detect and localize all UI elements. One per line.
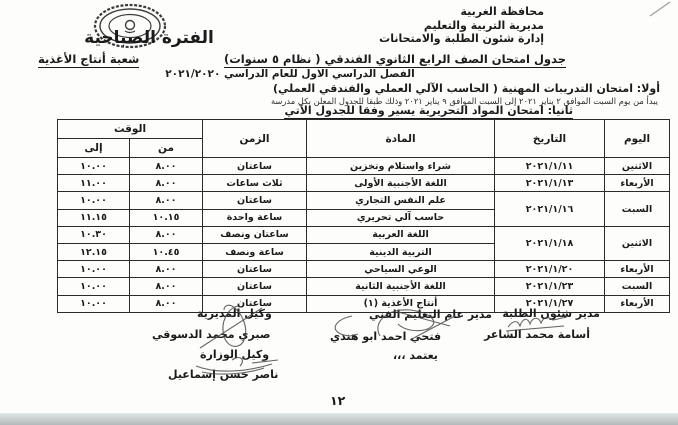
subject-cell: التربية الدينية [307,243,495,260]
time-from-cell: ٨.٠٠ [130,175,203,192]
col-header-from: من [130,139,203,158]
col-header-date: التاريخ [495,120,605,158]
subject-cell: شراء واستلام وتخزين [307,158,495,175]
day-cell: الاثنين [605,158,670,175]
subject-cell: اللغة الأجنبية الثانية [307,278,495,295]
subject-cell: أنتاج الأغذية (١) [307,295,495,312]
time-to-cell: ١٠.٠٠ [58,261,130,278]
subject-cell: اللغة الأجنبية الأولى [307,175,495,192]
time-to-cell: ١٠.٠٠ [58,295,130,312]
time-from-cell: ٨.٠٠ [130,295,203,312]
second-section-heading: ثانيا: امتحان المواد التحريرية يسير وفقا للجدول الآتي [284,104,573,117]
table-row [58,261,670,278]
technical-education-name: فتحي احمد ابو هندي [330,330,442,343]
table-row [58,226,670,243]
date-cell: ٢٠٢١/١/١٣ [495,175,605,192]
time-from-cell: ٨.٠٠ [130,226,203,243]
time-to-cell: ١٠.٠٠ [58,192,130,209]
schedule-title-row [38,52,566,68]
first-section-note: يبدأ من يوم السبت الموافق ٢ يناير ٢٠٢١ إلى السبت الموافق ٩ يناير ٢٠٢١ وذلك طبقا للجدول المعلن بكل مدرسة [270,96,658,106]
col-header-to: إلى [58,139,130,158]
date-cell: ٢٠٢١/١/١٦ [495,192,605,226]
period-label: الفترة الصباحية [84,28,214,48]
duration-cell: ساعتان [203,261,307,278]
col-header-duration: الزمن [203,120,307,158]
duration-cell: ساعتان [203,295,307,312]
date-cell: ٢٠٢١/١/٢٠ [495,261,605,278]
date-cell: ٢٠٢١/١/١١ [495,158,605,175]
day-cell: الاثنين [605,226,670,260]
directorate-line: مديرية التربية والتعليم [423,18,544,32]
day-cell: السبت [605,278,670,295]
table-row [58,192,670,209]
time-from-cell: ٨.٠٠ [130,192,203,209]
date-cell: ٢٠٢١/١/١٨ [495,226,605,260]
first-section-heading: أولا: امتحان التدريبات المهنية ( الحاسب الآلي العملي والفندقي العملي) [273,82,660,95]
time-from-cell: ١٠.١٥ [130,209,203,226]
schedule-title: جدول امتحان الصف الرابع الثانوي الفندقي ( نظام ٥ سنوات) [224,52,566,66]
table-row [58,278,670,295]
scan-edge-strip [0,413,678,425]
subject-cell: الوعي السياحي [307,261,495,278]
time-to-cell: ١٠.٣٠ [58,226,130,243]
subject-cell: حاسب آلي تحريري [307,209,495,226]
time-from-cell: ٨.٠٠ [130,278,203,295]
time-to-cell: ١٠.٠٠ [58,278,130,295]
exam-table-body [58,158,670,313]
directorate-deputy-title: وكيل المديرية [197,307,272,320]
duration-cell: ساعتان [203,192,307,209]
duration-cell: ثلاث ساعات [203,175,307,192]
page-number: ١٢ [330,393,346,408]
directorate-deputy-name: صبري محمد الدسوقي [152,328,271,341]
subject-cell: علم النفس التجاري [307,192,495,209]
term-line: الفصل الدراسي الاول للعام الدراسي ٢٠٢١/٢٠٢٠ [165,68,415,80]
duration-cell: ساعة واحدة [203,209,307,226]
day-cell: الأربعاء [605,295,670,312]
duration-cell: ساعتان ونصف [203,226,307,243]
ministry-deputy-title: وكيل الوزارة [200,348,270,361]
table-row [58,175,670,192]
time-to-cell: ١٠.٠٠ [58,158,130,175]
student-affairs-title: مدير شئون الطلبة [502,307,600,320]
col-header-day: اليوم [605,120,670,158]
time-to-cell: ١٢.١٥ [58,243,130,260]
time-from-cell: ٨.٠٠ [130,158,203,175]
table-row [58,158,670,175]
col-header-time: الوقت [58,120,203,139]
time-to-cell: ١١.٠٠ [58,175,130,192]
date-cell: ٢٠٢١/١/٢٧ [495,295,605,312]
student-affairs-name: أسامة محمد الشاعر [484,328,590,341]
ministry-deputy-name: ناصر حسن إسماعيل [168,368,279,381]
date-cell: ٢٠٢١/١/٢٣ [495,278,605,295]
exam-schedule-table [57,119,670,313]
technical-education-title: مدير عام التعليم الفني [369,308,492,321]
day-cell: السبت [605,192,670,226]
col-header-subject: المادة [307,120,495,158]
day-cell: الأربعاء [605,175,670,192]
time-from-cell: ٨.٠٠ [130,261,203,278]
duration-cell: ساعة ونصف [203,243,307,260]
approval-label: يعتمد ،،، [393,349,438,362]
subject-cell: اللغة العربية [307,226,495,243]
table-header-row [58,120,670,139]
day-cell: الأربعاء [605,261,670,278]
duration-cell: ساعتان [203,278,307,295]
governorate-line: محافظة الغربية [460,5,544,18]
branch-label: شعبة أنتاج الأغذية [38,52,140,66]
time-from-cell: ١٠.٤٥ [130,243,203,260]
time-to-cell: ١١.١٥ [58,209,130,226]
administration-line: إدارة شئون الطلبة والامتحانات [379,32,544,45]
organization-header [379,5,544,46]
duration-cell: ساعتان [203,158,307,175]
